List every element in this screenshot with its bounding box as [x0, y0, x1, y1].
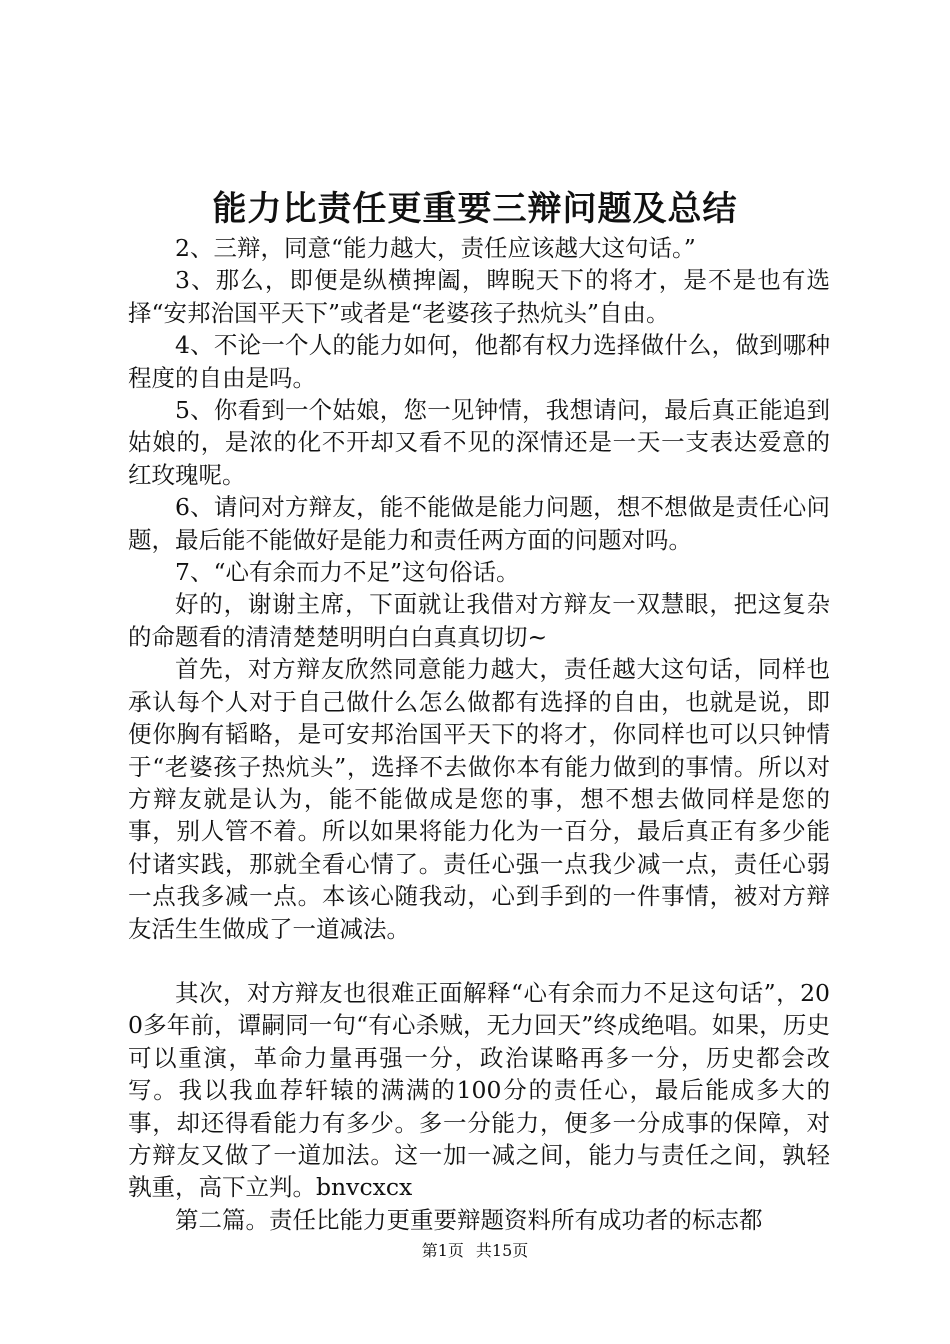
document-body [128, 232, 830, 1236]
document-title: 能力比责任更重要三辩问题及总结 [212, 189, 738, 229]
paragraph: 5、你看到一个姑娘，您一见钟情，我想请问，最后真正能追到姑娘的，是浓的化不开却又看不见的深情还是一天一支表达爱意的红玫瑰呢。 [128, 396, 830, 489]
paragraph: 6、请问对方辩友，能不能做是能力问题，想不想做是责任心问题，最后能不能做好是能力和责任两方面的问题对吗。 [128, 493, 830, 554]
paragraph: 好的，谢谢主席，下面就让我借对方辩友一双慧眼，把这复杂的命题看的清清楚楚明明白白真真切切~ [128, 590, 830, 651]
paragraph: 4、不论一个人的能力如何，他都有权力选择做什么，做到哪种程度的自由是吗。 [128, 331, 830, 392]
page-total: 共15页 [475, 1241, 529, 1260]
paragraph: 7、“心有余而力不足”这句俗话。 [175, 558, 520, 587]
paragraph: 首先，对方辩友欣然同意能力越大，责任越大这句话，同样也承认每个人对于自己做什么怎么做都有选择的自由，也就是说，即便你胸有韬略，是可安邦治国平天下的将才，你同样也可以只钟情于“老婆孩子热炕头”，选择不去做你本有能力做到的事情。所以对方辩友就是认为，能不能做成是您的事，想不想去做同样是您的事，别人管不着。所以如果将能力化为一百分，最后真正有多少能付诸实践，那就全看心情了。责任心强一点我少减一点，责任心弱一点我多减一点。本该心随我动，心到手到的一件事情，被对方辩友活生生做成了一道减法。 [128, 655, 830, 943]
paragraph: 第二篇。责任比能力更重要辩题资料所有成功者的标志都 [175, 1205, 763, 1234]
page-number: 第1页 [421, 1241, 464, 1260]
page-footer [0, 1239, 950, 1263]
paragraph-gap [128, 945, 830, 977]
paragraph: 其次，对方辩友也很难正面解释“心有余而力不足这句话”，200多年前，谭嗣同一句“有心杀贼，无力回天”终成绝唱。如果，历史可以重演，革命力量再强一分，政治谋略再多一分，历史都会改写。我以我血荐轩辕的满满的100分的责任心，最后能成多大的事，却还得看能力有多少。多一分能力，便多一分成事的保障，对方辩友又做了一道加法。这一加一减之间，能力与责任之间，孰轻孰重，高下立判。bnvcxcx [128, 978, 830, 1202]
paragraph: 3、那么，即便是纵横捭阖，睥睨天下的将才，是不是也有选择“安邦治国平天下”或者是“老婆孩子热炕头”自由。 [128, 266, 830, 327]
paragraph: 2、三辩，同意“能力越大，责任应该越大这句话。” [175, 234, 696, 262]
